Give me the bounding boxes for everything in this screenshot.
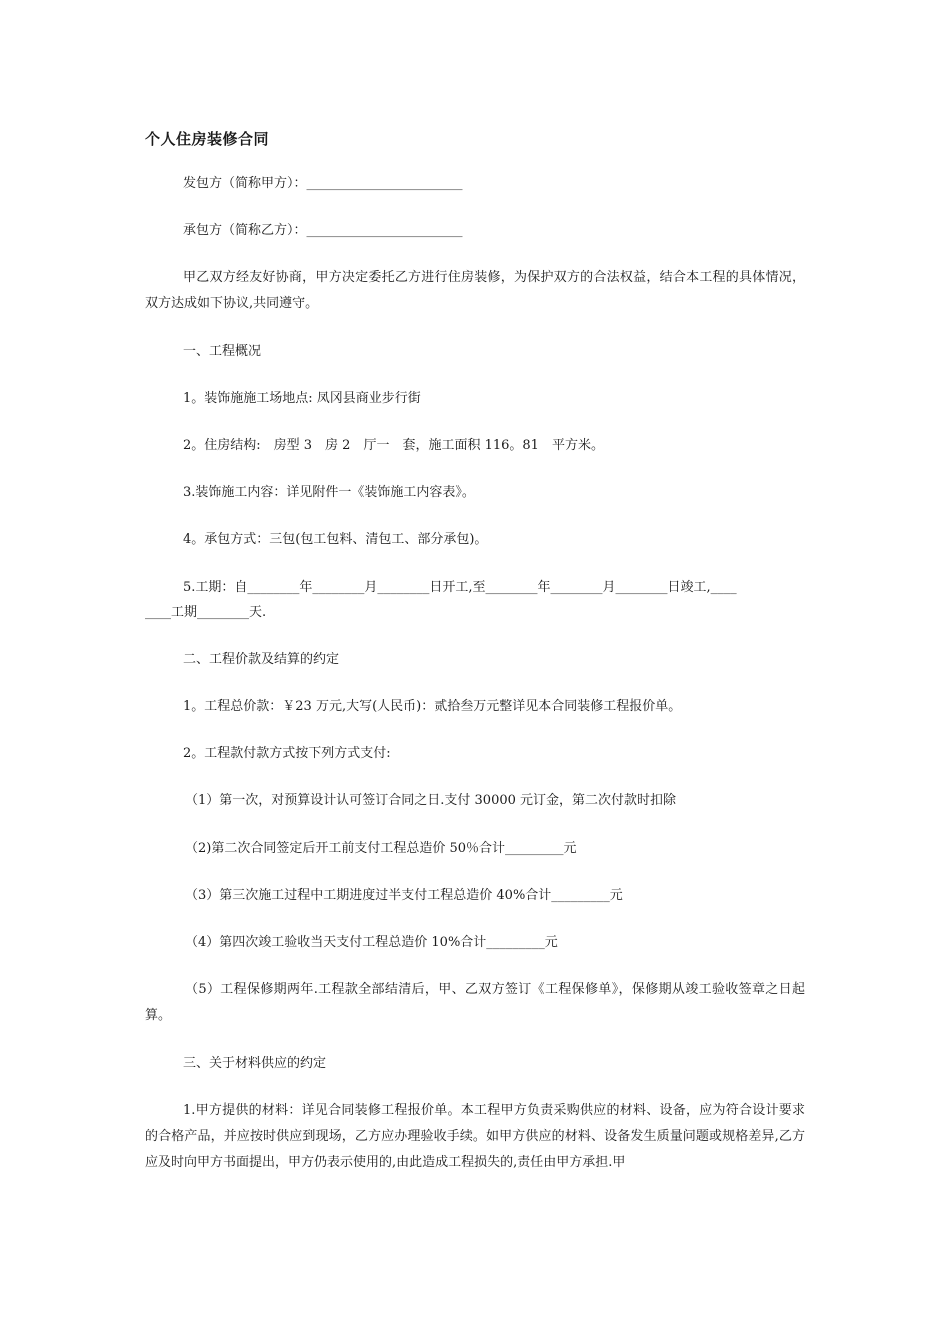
payment-item-5: （5）工程保修期两年.工程款全部结清后，甲、乙双方签订《工程保修单》，保修期从竣工验收签章之日起算。 bbox=[145, 982, 805, 1023]
section-1-item-5-line-1: 5.工期：自________年________月________日开工,至________年________月________日竣工,____ bbox=[183, 580, 737, 595]
party-a-field: 发包方（简称甲方）：________________________ bbox=[183, 176, 463, 191]
section-3-item-1: 1.甲方提供的材料：详见合同装修工程报价单。本工程甲方负责采购供应的材料、设备，应为符合设计要求的合格产品，并应按时供应到现场，乙方应办理验收手续。如甲方供应的材料、设备发生质量问题或规格差异,乙方应及时向甲方书面提出，甲方仍表示使用的,由此造成工程损失的,责任由甲方承担.甲 bbox=[145, 1103, 805, 1170]
intro-paragraph: 甲乙双方经友好协商，甲方决定委托乙方进行住房装修，为保护双方的合法权益，结合本工程的具体情况，双方达成如下协议,共同遵守。 bbox=[145, 270, 805, 311]
section-1-item-4: 4。承包方式：三包(包工包料、清包工、部分承包)。 bbox=[183, 532, 488, 547]
payment-item-4: （4）第四次竣工验收当天支付工程总造价 10%合计_________元 bbox=[185, 935, 558, 950]
section-1-item-5-line-2: ____工期________天. bbox=[145, 605, 267, 620]
section-3-heading: 三、关于材料供应的约定 bbox=[183, 1056, 327, 1071]
section-1-item-2: 2。住房结构: 房型 3 房 2 厅一 套，施工面积 116。81 平方米。 bbox=[183, 438, 604, 453]
section-1-heading: 一、工程概况 bbox=[183, 344, 262, 359]
contract-title: 个人住房装修合同 bbox=[145, 130, 270, 148]
section-2-item-2: 2。工程款付款方式按下列方式支付: bbox=[183, 746, 391, 761]
payment-item-1: （1）第一次，对预算设计认可签订合同之日.支付 30000 元订金，第二次付款时扣除 bbox=[185, 793, 677, 808]
section-1-item-3: 3.装饰施工内容：详见附件一《装饰施工内容表》。 bbox=[183, 485, 475, 500]
payment-item-3: （3）第三次施工过程中工期进度过半支付工程总造价 40%合计_________元 bbox=[185, 888, 623, 903]
party-b-field: 承包方（简称乙方）：________________________ bbox=[183, 223, 463, 238]
section-1-item-1: 1。装饰施施工场地点: 凤冈县商业步行街 bbox=[183, 391, 421, 406]
section-2-heading: 二、工程价款及结算的约定 bbox=[183, 652, 340, 667]
section-2-item-1: 1。工程总价款：￥23 万元,大写(人民币)：贰拾叁万元整详见本合同装修工程报价单。 bbox=[183, 699, 682, 714]
payment-item-2: （2)第二次合同签定后开工前支付工程总造价 50％合计_________元 bbox=[185, 841, 577, 856]
